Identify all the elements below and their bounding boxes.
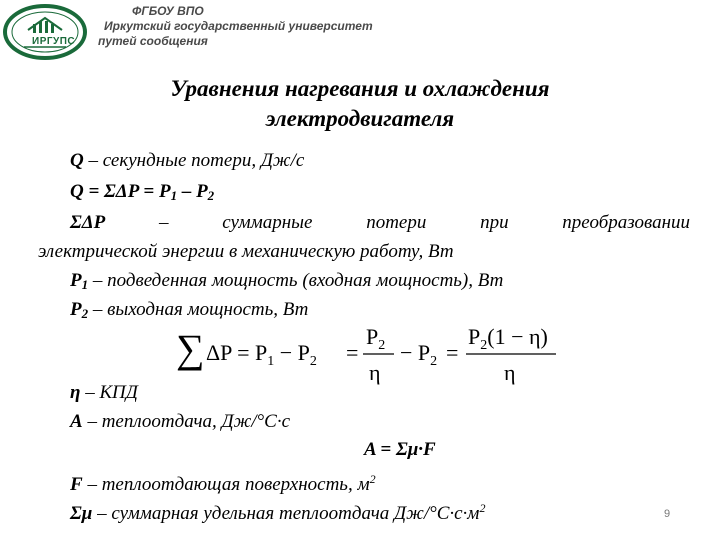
page-number: 9	[664, 508, 671, 520]
q-equation: $Q = \Sigma\Delta P = P_1 - P_2$	[70, 181, 215, 203]
title-line-2: электродвигателя	[265, 106, 455, 131]
q-eq-text: Q = ΣΔP = P	[70, 181, 171, 202]
logo-emblem-icon	[2, 2, 88, 62]
formula-minus-p2: − $P_2$	[400, 340, 438, 369]
org-line-3: путей сообщения	[98, 34, 208, 48]
mu-definition: Σμ – суммарная удельная теплоотдача $Дж/^\circ С\cdot с\cdot м^2$	[70, 501, 486, 524]
a-definition: A – теплоотдача, Дж/°С·с	[70, 411, 290, 432]
fraction-1-denominator: η	[369, 360, 381, 385]
sum-symbol: ΣΔP	[70, 212, 106, 233]
logo-text: ИРГУПС	[32, 36, 76, 47]
fraction-2-numerator: $P_2(1 - \eta)$	[468, 324, 548, 353]
header	[0, 0, 720, 66]
losses-formula	[176, 318, 576, 388]
slide-title	[0, 74, 720, 134]
q-symbol: Q	[70, 150, 84, 171]
formula-equals-2: =	[446, 340, 459, 365]
f-definition: F – теплоотдающая поверхность, $м^2$	[70, 472, 376, 495]
q-text: – секундные потери, Дж/с	[83, 150, 305, 171]
formula-equals-1: =	[346, 340, 359, 365]
fraction-2-denominator: η	[504, 360, 516, 385]
org-line-2: Иркутский государственный университет	[104, 19, 373, 33]
sum-definition-line-1: ΣΔP – суммарные потери при преобразовании	[70, 212, 690, 233]
organization-name	[98, 4, 373, 49]
eta-definition: η – КПД	[70, 382, 138, 403]
fraction-1-numerator: $P_2$	[366, 324, 386, 353]
formula-lhs: $\Delta P = P_1 - P_2$	[206, 340, 317, 369]
q-definition	[70, 149, 304, 173]
title-line-1: Уравнения нагревания и охлаждения	[170, 76, 550, 101]
formula-sigma: ∑	[176, 326, 205, 371]
org-line-1: ФГБОУ ВПО	[132, 4, 204, 18]
a-equation: A = Σμ·F	[364, 439, 436, 460]
p2-definition: $P_2$ – выходная мощность, Вт	[70, 299, 309, 321]
p1-definition: $P_1$ – подведенная мощность (входная мощность), Вт	[70, 270, 504, 292]
sum-definition-line-2: электрической энергии в механическую работу, Вт	[38, 241, 454, 262]
university-logo	[2, 2, 88, 62]
